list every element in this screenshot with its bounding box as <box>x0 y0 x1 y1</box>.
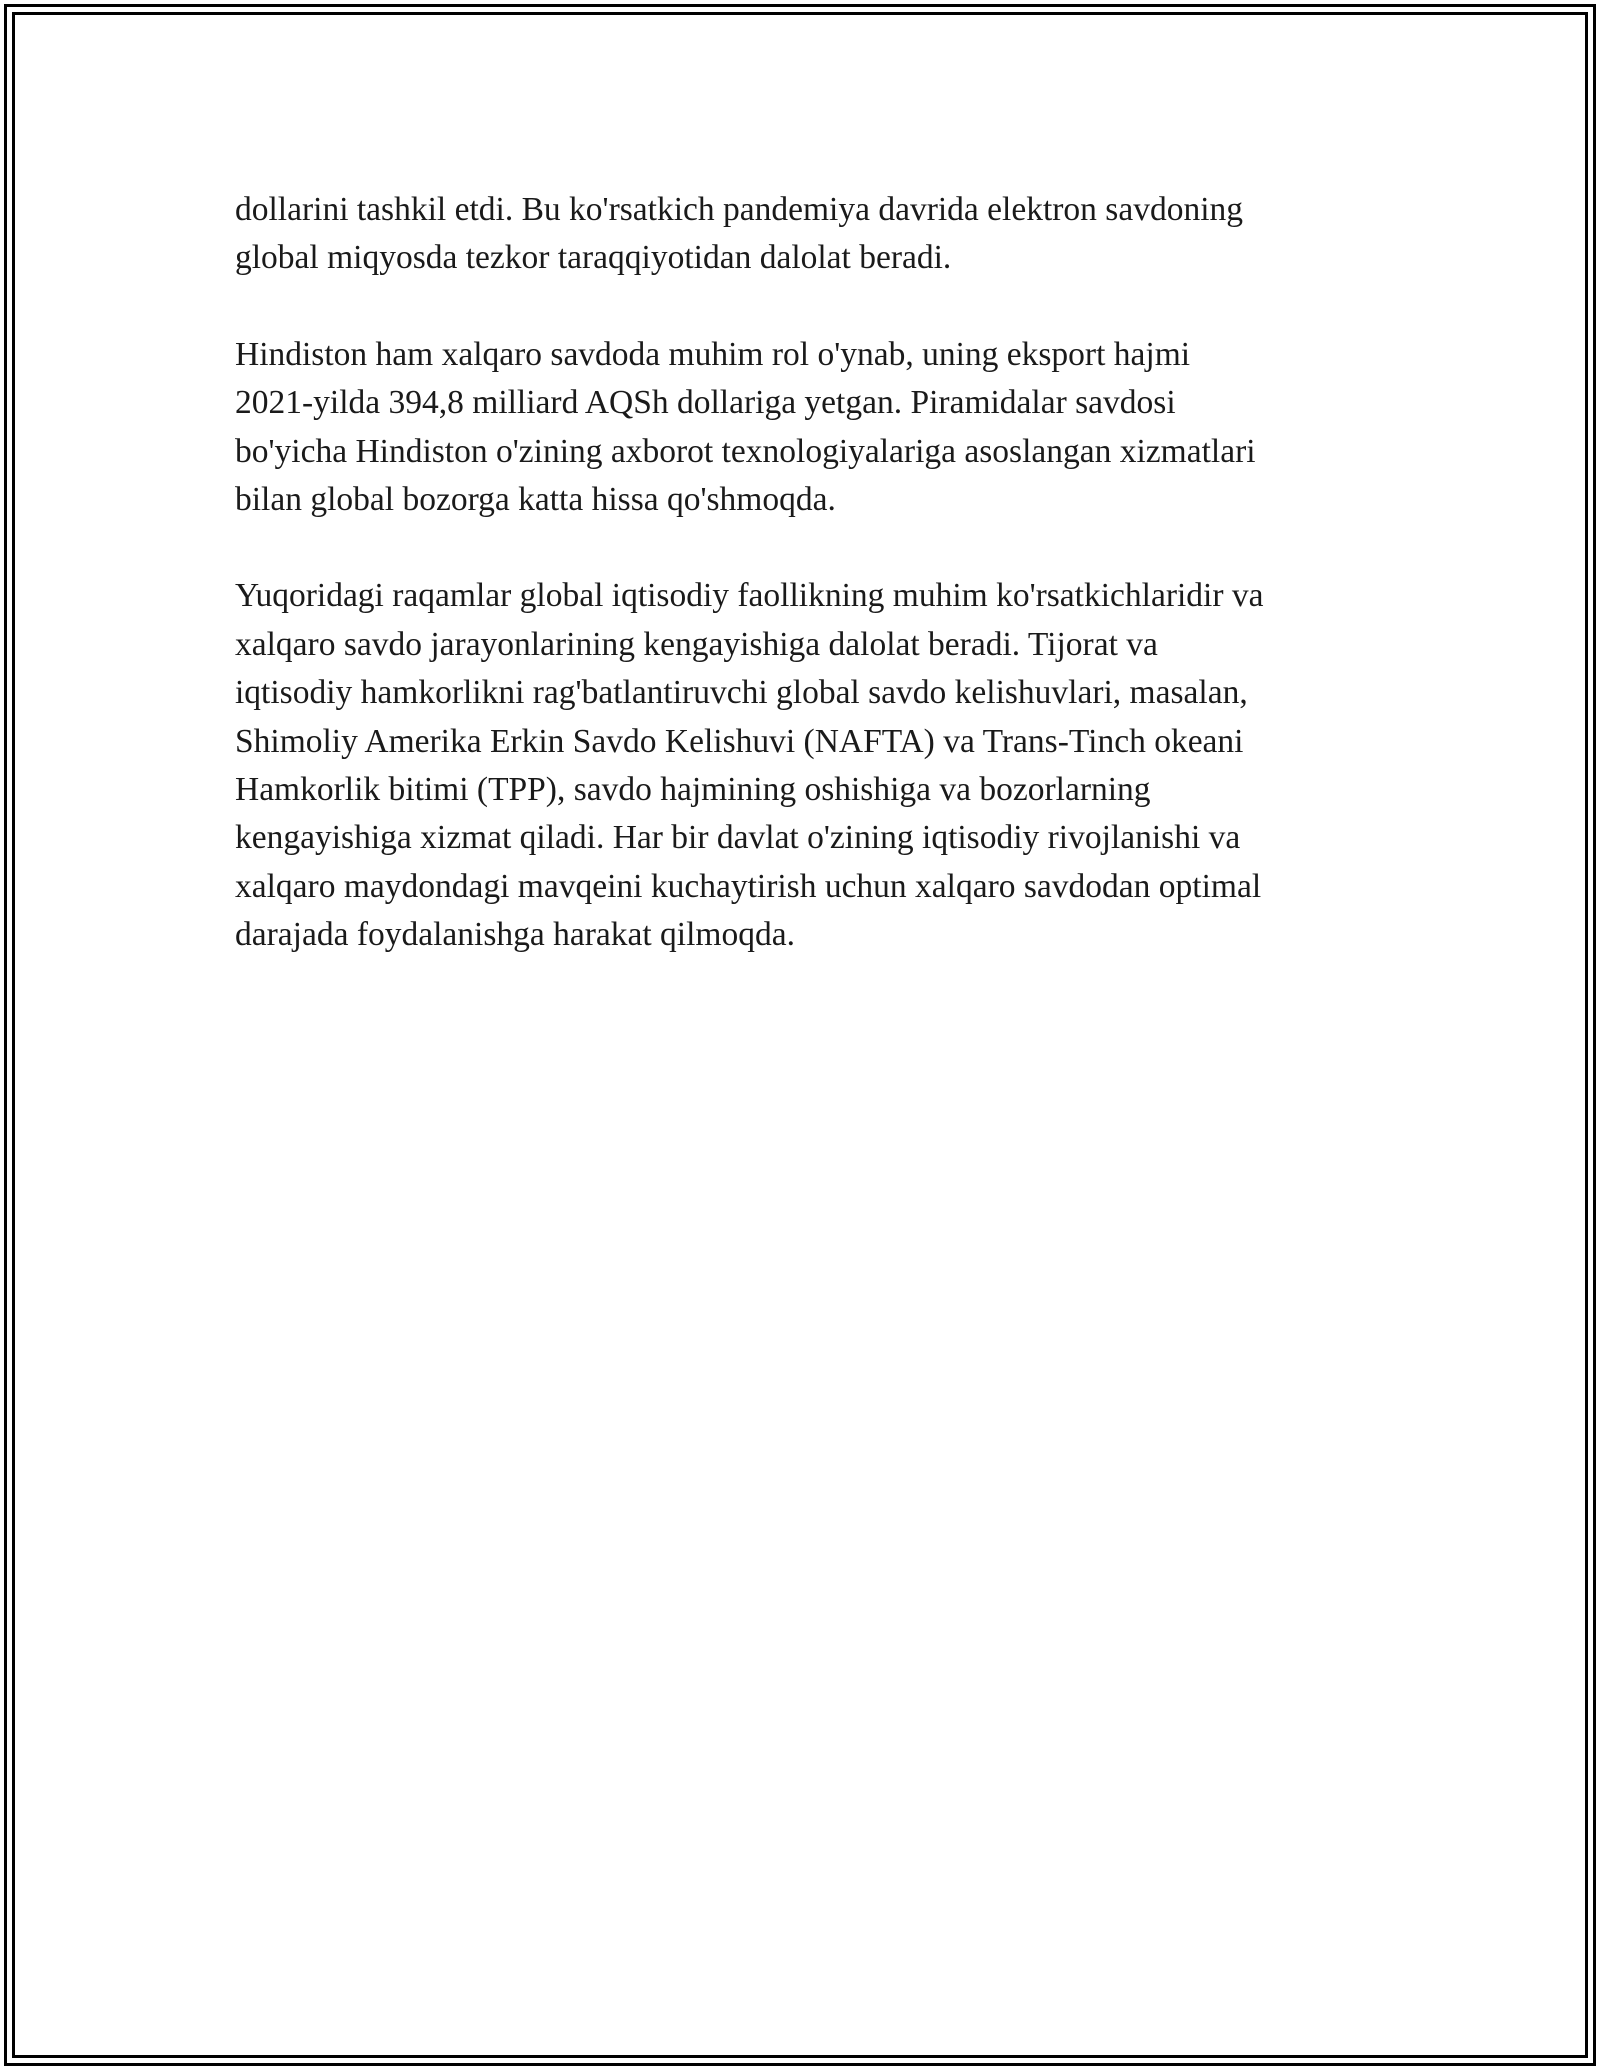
paragraph-2 <box>235 331 1395 525</box>
paragraph-1 <box>235 186 1395 283</box>
text-line: Shimoliy Amerika Erkin Savdo Kelishuvi (NAFTA) va Trans-Tinch okeani <box>235 722 1244 760</box>
text-line: dollarini tashkil etdi. Bu ko'rsatkich pandemiya davrida elektron savdoning <box>235 191 1244 228</box>
text-line: Hamkorlik bitimi (TPP), savdo hajmining oshishiga va bozorlarning <box>235 771 1151 809</box>
text-line: Yuqoridagi raqamlar global iqtisodiy faollikning muhim ko'rsatkichlaridir va <box>235 577 1264 615</box>
document-body <box>235 186 1395 1008</box>
text-line: global miqyosda tezkor taraqqiyotidan dalolat beradi. <box>235 239 952 277</box>
text-line: bilan global bozorga katta hissa qo'shmoqda. <box>235 481 836 519</box>
text-line: darajada foydalanishga harakat qilmoqda. <box>235 916 795 954</box>
text-line: Hindiston ham xalqaro savdoda muhim rol o'ynab, uning eksport hajmi <box>235 335 1191 373</box>
text-line: kengayishiga xizmat qiladi. Har bir davlat o'zining iqtisodiy rivojlanishi va <box>235 819 1241 857</box>
text-line: iqtisodiy hamkorlikni rag'batlantiruvchi global savdo kelishuvlari, masalan, <box>235 674 1248 712</box>
paragraph-3 <box>235 572 1395 959</box>
text-line: bo'yicha Hindiston o'zining axborot texnologiyalariga asoslangan xizmatlari <box>235 432 1256 470</box>
text-line: 2021-yilda 394,8 milliard AQSh dollariga yetgan. Piramidalar savdosi <box>235 384 1176 422</box>
text-line: xalqaro savdo jarayonlarining kengayishiga dalolat beradi. Tijorat va <box>235 625 1158 663</box>
text-line: xalqaro maydondagi mavqeini kuchaytirish uchun xalqaro savdodan optimal <box>235 867 1262 905</box>
